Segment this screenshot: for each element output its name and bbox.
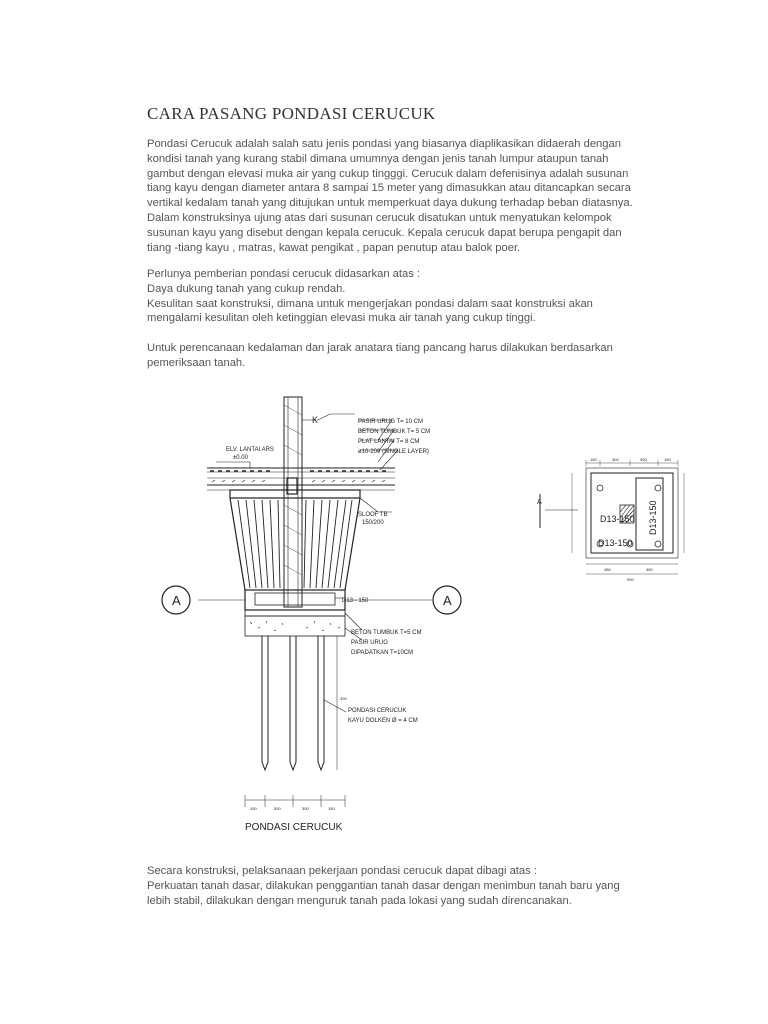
label-pasir-urug: PASIR URUG T= 10 CM [358,419,423,425]
text-line: gambut dengan elevasi muka air yang cukup tingggi. Cerucuk dalam defenisinya adalah susunan [147,167,629,180]
column [284,397,302,607]
dim-bottom: 300 [274,806,281,811]
text-line: susunan kayu yang disebut dengan kepala cerucuk. Kepala cerucuk dapat berupa pengapit dan [147,226,622,239]
text-line: Perlunya pemberian pondasi cerucuk didasarkan atas : [147,268,421,280]
plan-dim-bottom: 450 [604,567,611,572]
text-line: pemeriksaan tanah. [147,356,246,369]
label-tulangan: ø10-200 (SINGLE LAYER) [358,449,429,455]
pile [262,636,268,770]
text-line: mengalami kesulitan oleh ketinggian elevasi muka air tanah yang cukup tinggi. [147,312,536,325]
text-line: Untuk perencanaan kedalaman dan jarak anatara tiang pancang harus dilakukan berdasarkan [147,342,613,354]
plan-dim-top: 300 [640,457,647,462]
drawing-caption: PONDASI CERUCUK [245,822,343,833]
label-dipadatkan: DIPADATKAN T=10CM [351,650,414,656]
label-pasir-urug-bottom: PASIR URUG [351,640,388,646]
pile [318,636,324,770]
text-line: vertikal kedalam tanah yang ditujukan untuk memperkuat daya dukung terhadap beban diatasnya. [147,197,633,210]
dim-bottom: 300 [302,806,309,811]
label-sloof-size: 150/200 [362,520,384,526]
plan-rebar-label-vertical: D13-150 [648,500,658,535]
text-line: Pondasi Cerucuk adalah salah satu jenis pondasi yang biasanya diaplikasikan didaerah dengan [147,138,621,150]
text-line: Kesulitan saat konstruksi, dimana untuk mengerjakan pondasi dalam saat konstruksi akan [147,297,593,310]
dim-bottom: 150 [250,806,257,811]
text-line: Perkuatan tanah dasar, dilakukan penggantian tanah dasar dengan menimbun tanah baru yang [147,879,620,892]
section-a-left: A [172,593,181,608]
plan-dim-bottom: 450 [646,567,653,572]
anchor-detail [287,478,297,494]
piles [262,636,324,770]
plan-rebar-label: D13-150 [600,514,635,524]
plan-labels [537,457,671,582]
text-line: Secara konstruksi, pelaksanaan pekerjaan pondasi cerucuk dapat dibagi atas : [147,865,537,877]
text-line: tiang kayu dengan diameter antara 8 sampai 15 meter yang dimasukkan atau ditancapkan secara [147,182,631,195]
section-a-right: A [443,593,452,608]
text-line: kondisi tanah yang kurang stabil dimana umumnya dengan jenis tanah lumpur ataupun tanah [147,152,609,165]
plan-dim-total: 900 [627,577,634,582]
label-beton-tumbuk: BETON TUMBUK T= 5 CM [358,429,431,435]
dim-side: 300 [340,696,347,701]
plan-section-label: A [537,499,542,506]
pile-cap-outline [230,498,360,590]
text-line: Dalam konstruksinya ujung atas dari susunan cerucuk disatukan untuk menyatukan kelompok [147,211,612,224]
label-pile-material: KAYU DOLKEN Ø = 4 CM [348,718,418,724]
label-pile: PONDASI CERUCUK [348,708,407,714]
label-k: K [312,415,319,425]
plan-dim-top: 300 [612,457,619,462]
plan-dim-top: 150 [590,457,597,462]
pile [290,636,296,770]
label-elevation: ELV. LANTAI ARS [226,447,274,453]
label-plat-lantai: PLAT LANTAI T= 8 CM [358,439,420,445]
label-sloof: SLOOF TB [358,512,388,518]
section-drawing [162,397,461,807]
text-line: lebih stabil, dilakukan dengan menguruk tanah pada lokasi yang sudah direncanakan. [147,894,572,907]
text-line: Daya dukung tanah yang cukup rendah. [147,282,346,295]
text-line: tiang -tiang kayu , matras, kawat pengikat , papan penutup atau balok poer. [147,241,521,254]
label-elevation-value: ±0.00 [233,455,248,461]
dim-bottom: 150 [328,806,335,811]
plan-dim-top: 150 [664,457,671,462]
plan-rebar-label: D13-150 [598,538,633,548]
label-rebar: D13 - 150 [342,598,369,604]
page-title: CARA PASANG PONDASI CERUCUK [147,104,436,123]
label-beton-tumbuk-bottom: BETON TUMBUK T=5 CM [351,630,422,636]
